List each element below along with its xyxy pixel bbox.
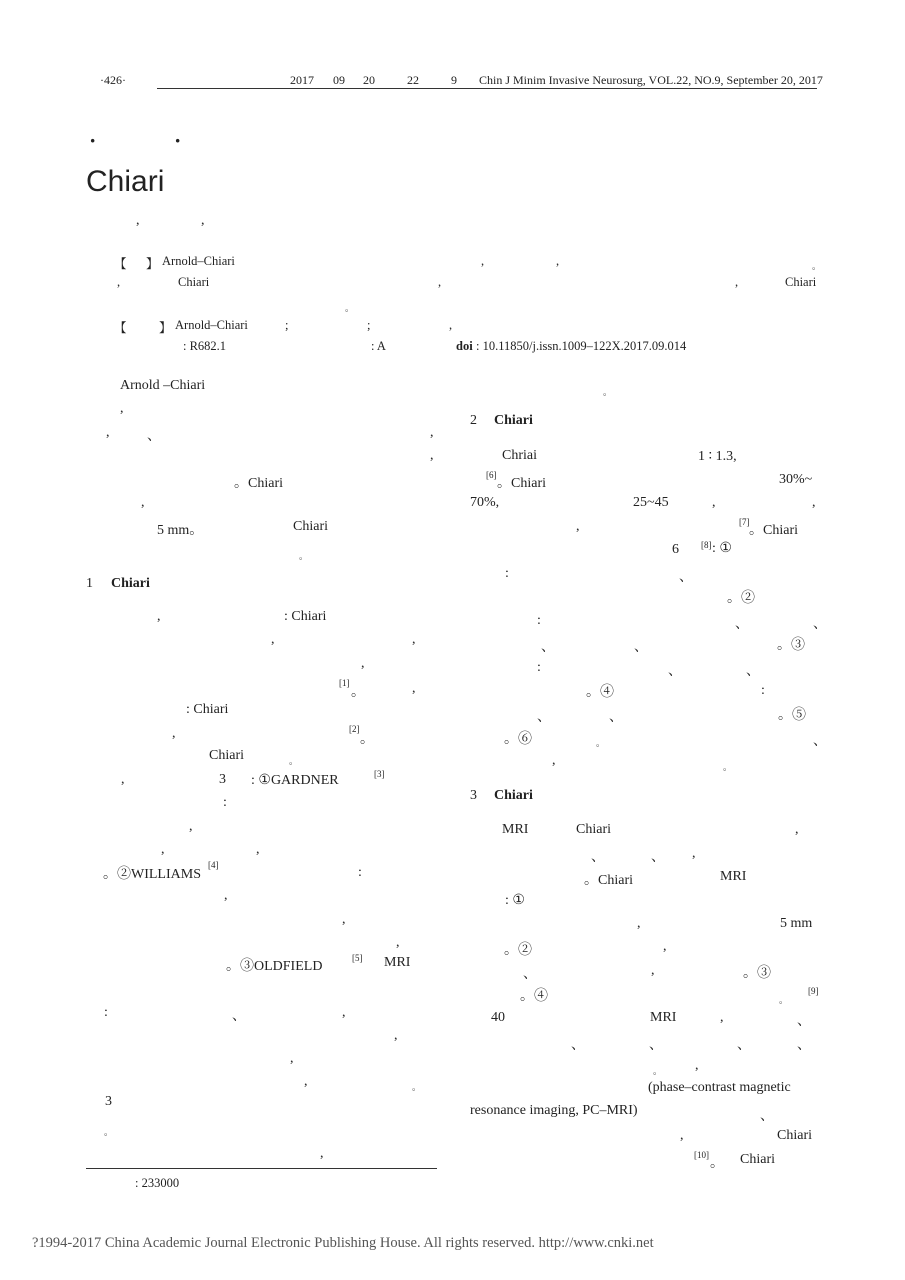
keywords-label-close: 】 <box>159 321 172 335</box>
page-number: ·426· <box>100 73 126 87</box>
body-text: 6 <box>672 542 679 557</box>
body-text: 25~45 <box>633 495 669 510</box>
citation-ref: [8] <box>701 540 712 550</box>
citation-ref: [7] <box>739 517 750 527</box>
body-text: 、 <box>649 1038 663 1053</box>
keywords-separator: ; <box>367 318 371 332</box>
header-day: 20 <box>363 73 375 87</box>
body-text: 、 <box>797 1038 811 1053</box>
body-text: , <box>189 819 193 834</box>
body-text: 30%~ <box>779 472 813 487</box>
body-text: 。Chiari <box>749 523 798 538</box>
header-year: 2017 <box>290 73 314 87</box>
section-3-title: Chiari <box>494 788 533 803</box>
citation-ref: [6] <box>486 470 497 480</box>
body-text: 。 <box>360 732 374 747</box>
body-text: , <box>290 1051 294 1066</box>
citation-ref: [9] <box>808 986 819 996</box>
abstract-text: Chiari <box>178 275 210 289</box>
section-2-number: 2 <box>470 413 477 428</box>
body-text: , <box>412 681 416 696</box>
body-text: , <box>412 632 416 647</box>
body-text: 、 <box>813 734 827 749</box>
citation-ref: [10] <box>694 1150 709 1160</box>
header-journal: Chin J Minim Invasive Neurosurg, VOL.22, NO.9, September 20, 2017 <box>479 73 823 87</box>
body-text: , <box>795 822 799 837</box>
keywords-label-open: 【 <box>114 321 127 335</box>
body-text: 、 <box>813 617 827 632</box>
body-text: : <box>223 795 227 810</box>
body-text: 1 ∶ 1.3, <box>698 449 737 464</box>
body-text: 、 <box>147 429 161 444</box>
body-text: 。 <box>723 762 733 772</box>
body-text: 。②WILLIAMS <box>103 867 201 882</box>
body-text: , <box>106 425 110 440</box>
abstract-text: , <box>438 275 442 289</box>
citation-ref: [4] <box>208 860 219 870</box>
body-text: MRI <box>720 869 747 884</box>
header-month: 09 <box>333 73 345 87</box>
category-dot-left: · <box>89 128 97 153</box>
body-text: 。 <box>596 738 606 748</box>
body-text: , <box>320 1146 324 1161</box>
body-text: : <box>537 613 541 628</box>
body-text: 70%, <box>470 495 500 510</box>
document-code: : A <box>371 339 386 353</box>
body-text: 、 <box>679 570 693 585</box>
body-text: : <box>537 660 541 675</box>
body-text: , <box>342 1005 346 1020</box>
body-text: 。 <box>653 1066 663 1076</box>
body-text: 、 <box>737 1038 751 1053</box>
keywords-separator: , <box>449 318 453 332</box>
body-text: 。 <box>289 756 299 766</box>
citation-ref: [1] <box>339 678 350 688</box>
body-text: , <box>271 632 275 647</box>
citation-ref: [5] <box>352 953 363 963</box>
body-text: 。Chiari <box>234 476 283 491</box>
body-text: , <box>812 495 816 510</box>
body-text: 、 <box>668 664 682 679</box>
body-text: resonance imaging, PC–MRI) <box>470 1103 638 1118</box>
section-1-title: Chiari <box>111 576 150 591</box>
body-text: : <box>358 865 362 880</box>
citation-ref: [3] <box>374 769 385 779</box>
abstract-text: Chiari <box>785 275 817 289</box>
body-text: Chiari <box>740 1152 775 1167</box>
body-text: 、 <box>746 664 760 679</box>
body-text: , <box>430 448 434 463</box>
body-text: 。 <box>412 1082 422 1092</box>
body-text: 5 mm <box>780 916 813 931</box>
body-text: , <box>692 846 696 861</box>
author-separator: , <box>201 213 205 228</box>
section-3-number: 3 <box>470 788 477 803</box>
body-text: , <box>552 753 556 768</box>
body-text: 40 <box>491 1010 505 1025</box>
body-text: Chiari <box>576 822 611 837</box>
body-text: , <box>396 935 400 950</box>
body-text: 。 <box>779 995 789 1005</box>
abstract-text: Arnold–Chiari <box>162 254 235 268</box>
body-text: , <box>120 401 124 416</box>
body-text: Arnold –Chiari <box>120 378 206 393</box>
body-text: , <box>394 1028 398 1043</box>
body-text: 。④ <box>520 989 548 1004</box>
abstract-label-close: 】 <box>146 257 159 271</box>
footnote-rule <box>86 1168 437 1169</box>
body-text: MRI <box>502 822 529 837</box>
body-text: , <box>304 1074 308 1089</box>
body-text: , <box>157 609 161 624</box>
body-text: , <box>720 1010 724 1025</box>
body-text: 、 <box>634 640 648 655</box>
body-text: 。③OLDFIELD <box>226 959 323 974</box>
body-text: , <box>663 939 667 954</box>
body-text: 、 <box>591 850 605 865</box>
body-text: (phase–contrast magnetic <box>648 1080 791 1095</box>
abstract-text: , <box>117 275 121 289</box>
body-text: 、 <box>523 967 537 982</box>
body-text: 。Chiari <box>497 476 546 491</box>
body-text: 。 <box>710 1156 724 1171</box>
body-text: Chiari <box>209 748 244 763</box>
body-text: 、 <box>571 1038 585 1053</box>
body-text: 、 <box>537 710 551 725</box>
section-2-title: Chiari <box>494 413 533 428</box>
body-text: 、 <box>651 850 665 865</box>
category-dot-right: · <box>174 128 182 153</box>
doi-label: doi <box>456 339 473 353</box>
body-text: 。③ <box>743 966 771 981</box>
body-text: : <box>104 1005 108 1020</box>
body-text: 3 <box>219 772 226 787</box>
body-text: , <box>651 963 655 978</box>
article-title: Chiari <box>86 165 165 198</box>
body-text: 。② <box>727 591 755 606</box>
body-text: 。⑥ <box>504 732 532 747</box>
header-issue: 9 <box>451 73 457 87</box>
body-text: , <box>224 888 228 903</box>
clc-number: : R682.1 <box>183 339 227 353</box>
citation-ref: [2] <box>349 724 360 734</box>
body-text: : <box>761 683 765 698</box>
copyright-footer: ?1994-2017 China Academic Journal Electronic Publishing House. All rights reserved. http://www.cnki.net <box>32 1235 654 1251</box>
body-text: , <box>695 1058 699 1073</box>
body-text: , <box>361 656 365 671</box>
body-text: , <box>256 842 260 857</box>
body-text: Chiari <box>777 1128 812 1143</box>
body-text: MRI <box>384 955 411 970</box>
body-text: Chriai <box>502 448 537 463</box>
body-text: , <box>141 495 145 510</box>
body-text: 、 <box>760 1109 774 1124</box>
abstract-text: 。 <box>345 303 355 313</box>
body-text: , <box>712 495 716 510</box>
section-1-number: 1 <box>86 576 93 591</box>
body-text: , <box>680 1128 684 1143</box>
body-text: 5 mm。 <box>157 523 204 538</box>
body-text: , <box>430 425 434 440</box>
body-text: 。③ <box>777 638 805 653</box>
body-text: : ① <box>505 893 525 908</box>
header-rule <box>157 88 817 89</box>
author-separator: , <box>136 213 140 228</box>
abstract-label-open: 【 <box>114 257 127 271</box>
body-text: Chiari <box>293 519 328 534</box>
abstract-text: , <box>481 254 485 268</box>
footnote-postcode: : 233000 <box>135 1176 180 1190</box>
body-text: 、 <box>541 640 555 655</box>
body-text: , <box>172 726 176 741</box>
body-text: 。⑤ <box>778 708 806 723</box>
body-text: 。 <box>299 551 309 561</box>
body-text: 3 <box>105 1094 112 1109</box>
body-text: MRI <box>650 1010 677 1025</box>
body-text: : ① <box>712 541 732 556</box>
body-text: 。 <box>603 387 613 397</box>
body-text: 。② <box>504 943 532 958</box>
keywords-separator: ; <box>285 318 289 332</box>
body-text: , <box>342 912 346 927</box>
body-text: 、 <box>609 710 623 725</box>
header-volume: 22 <box>407 73 419 87</box>
body-text: , <box>576 519 580 534</box>
body-text: , <box>637 916 641 931</box>
body-text: 。 <box>104 1127 114 1137</box>
doi-value: : 10.11850/j.issn.1009–122X.2017.09.014 <box>476 339 687 353</box>
abstract-text: , <box>735 275 739 289</box>
body-text: 。 <box>351 685 365 700</box>
body-text: 。④ <box>586 685 614 700</box>
body-text: 。Chiari <box>584 873 633 888</box>
body-text: , <box>161 842 165 857</box>
body-text: : Chiari <box>186 702 229 717</box>
body-text: 、 <box>232 1009 246 1024</box>
keywords-text: Arnold–Chiari <box>175 318 248 332</box>
body-text: , <box>121 772 125 787</box>
body-text: : <box>505 566 509 581</box>
body-text: 、 <box>735 617 749 632</box>
abstract-text: , <box>556 254 560 268</box>
body-text: : Chiari <box>284 609 327 624</box>
body-text: : ①GARDNER <box>251 773 339 788</box>
abstract-text: 。 <box>812 261 822 271</box>
body-text: 、 <box>797 1014 811 1029</box>
